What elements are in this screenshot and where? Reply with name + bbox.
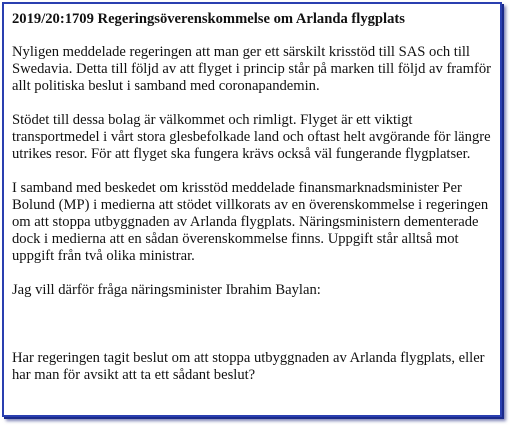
document-body (12, 11, 502, 384)
paragraph-background: Nyligen meddelade regeringen att man ger ett särskilt krisstöd till SAS och till Swedavia. Detta till följd av att flyget i princip står på marken till följd av framför allt politiska beslut i samband med coronapandemin. (12, 44, 492, 94)
paragraph-question: Har regeringen tagit beslut om att stoppa utbyggnaden av Arlanda flygplats, eller har man för avsikt att ta ett sådant beslut? (12, 350, 485, 383)
document-frame (2, 2, 502, 417)
paragraph-support: Stödet till dessa bolag är välkommet och rimligt. Flyget är ett viktigt transportmedel i vårt stora glesbefolkade land och oftast helt avgörande för längre utrikes resor. För att flyget ska fungera krävs också väl fungerande flygplatser. (12, 112, 491, 162)
paragraph-agreement: I samband med beskedet om krisstöd meddelade finansmarknadsminister Per Bolund (MP) i medierna att stödet villkorats av en överenskommelse i regeringen om att stoppa utbyggnaden av Arlanda flygplats. Näringsministern dementerade dock i medierna att en sådan överenskommelse finns. Uppgift står alltså mot uppgift från två olika ministrar. (12, 180, 489, 264)
document-title: 2019/20:1709 Regeringsöverenskommelse om Arlanda flygplats (12, 11, 405, 27)
paragraph-question-intro: Jag vill därför fråga näringsminister Ibrahim Baylan: (12, 282, 321, 298)
